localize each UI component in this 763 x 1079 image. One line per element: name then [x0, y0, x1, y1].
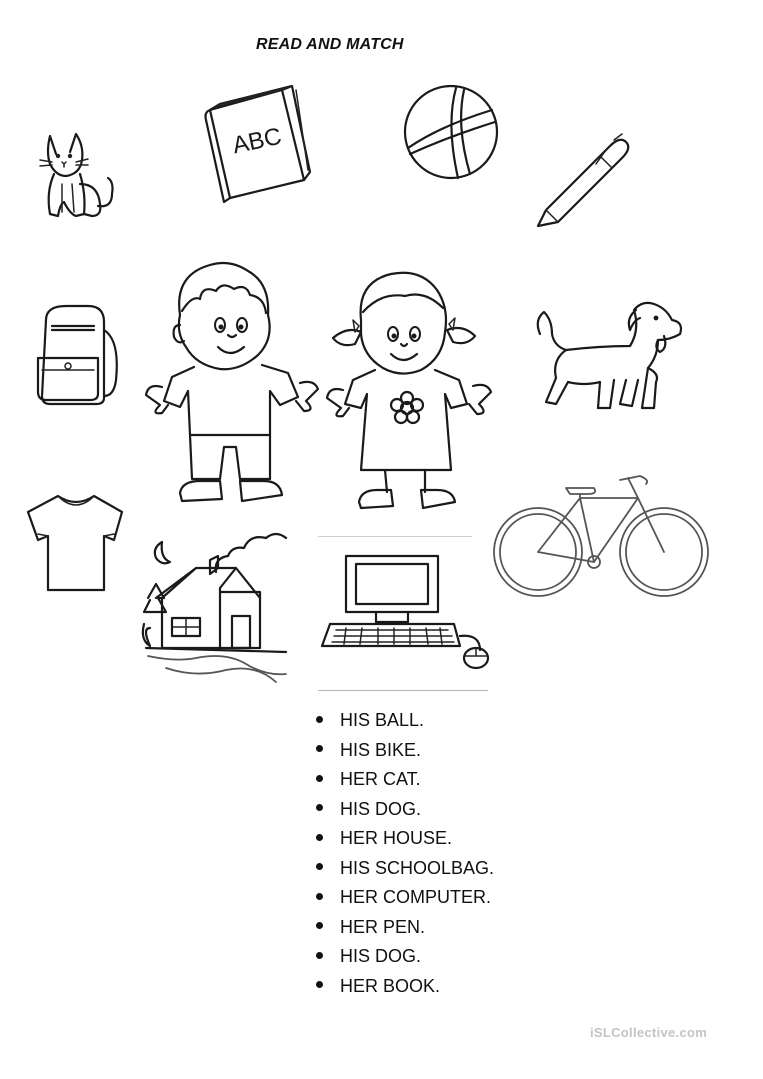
list-item — [316, 795, 494, 825]
computer-picture — [318, 550, 490, 674]
list-item-text: HIS DOG. — [340, 798, 422, 819]
bullet-icon — [316, 893, 323, 900]
list-item — [316, 913, 494, 943]
list-item — [316, 765, 494, 795]
tshirt-picture — [24, 490, 130, 596]
list-item-text: HER COMPUTER. — [340, 887, 492, 907]
ball-picture — [400, 82, 502, 182]
list-item-text: HIS DOG. — [340, 946, 422, 966]
bullet-icon — [316, 981, 323, 988]
bike-picture — [488, 470, 714, 606]
pen-picture — [530, 130, 634, 234]
bullet-icon — [316, 716, 323, 723]
list-item — [316, 883, 494, 913]
list-item-text: HIS SCHOOLBAG. — [340, 857, 495, 878]
list-item-text: HER PEN. — [340, 916, 426, 937]
bullet-icon — [316, 775, 323, 782]
list-item-text: HER BOOK. — [340, 975, 441, 996]
boy-picture — [140, 255, 330, 510]
page-title: READ AND MATCH — [256, 36, 404, 53]
list-item — [316, 736, 494, 766]
schoolbag-picture — [32, 300, 122, 408]
dog-picture — [530, 290, 690, 420]
bullet-icon — [316, 922, 323, 929]
house-picture — [136, 528, 296, 688]
list-item — [316, 972, 494, 1002]
list-item — [316, 942, 494, 972]
list-item — [316, 854, 494, 884]
cat-picture — [36, 124, 122, 224]
bullet-icon — [316, 952, 323, 959]
book-cover-text: ABC — [230, 122, 285, 160]
list-item — [316, 824, 494, 854]
bullet-icon — [316, 863, 323, 870]
bullet-icon — [316, 745, 323, 752]
bullet-icon — [316, 834, 323, 841]
bullet-icon — [316, 804, 323, 811]
girl-picture — [325, 262, 495, 512]
sentence-list — [316, 706, 494, 1001]
list-item — [316, 706, 494, 736]
watermark: iSLCollective.com — [590, 1025, 708, 1040]
list-item-text: HER CAT. — [340, 769, 421, 789]
divider-top — [318, 536, 472, 537]
list-item-text: HIS BALL. — [340, 710, 425, 730]
list-item-text: HER HOUSE. — [340, 828, 453, 848]
book-picture — [200, 80, 312, 204]
list-item-text: HIS BIKE. — [340, 739, 422, 760]
divider-bottom — [318, 690, 488, 691]
